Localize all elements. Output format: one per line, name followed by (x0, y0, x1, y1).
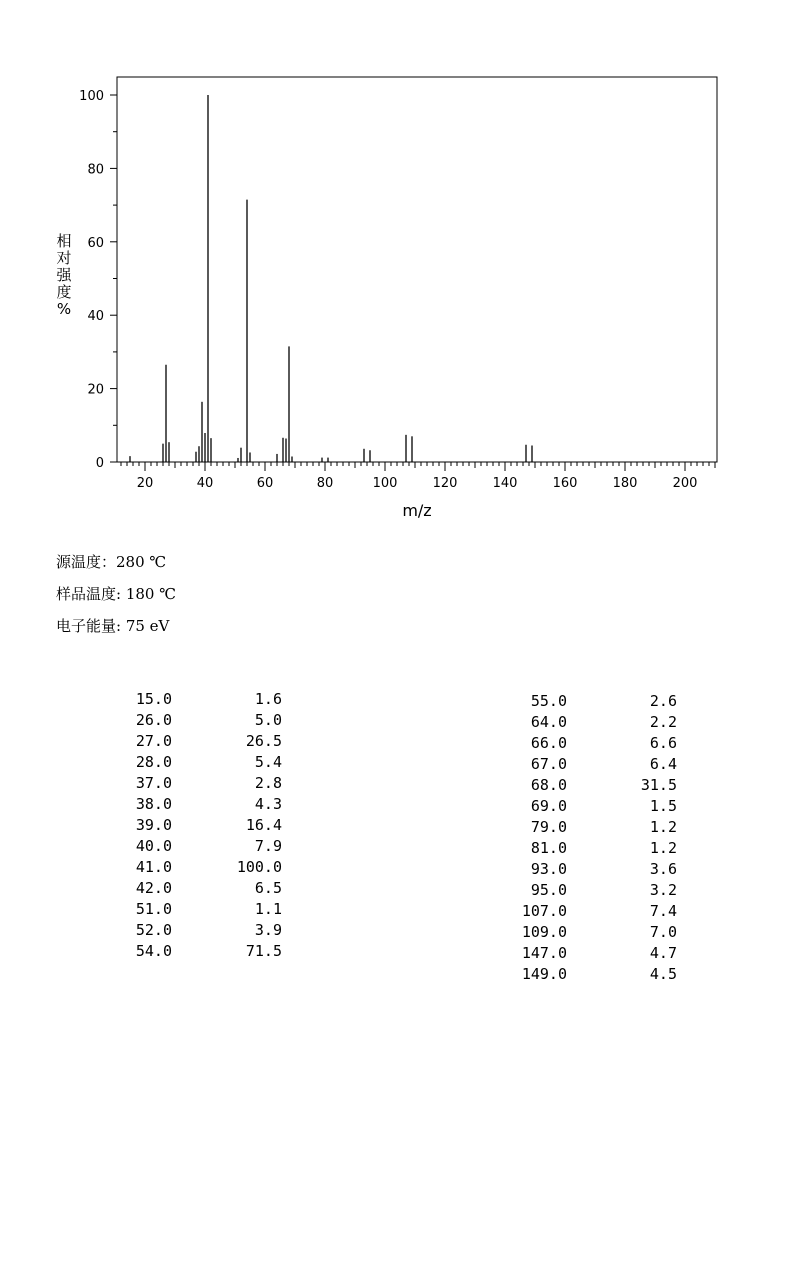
y-tick-label: 40 (87, 309, 104, 325)
mz-value: 149.0 (521, 965, 567, 983)
intensity-value: 3.6 (649, 860, 677, 878)
y-tick-label: 80 (87, 162, 104, 178)
mz-value: 55.0 (530, 692, 567, 710)
table-row (120, 920, 290, 941)
mz-value: 107.0 (521, 902, 567, 920)
mz-value: 27.0 (135, 732, 172, 750)
intensity-value: 31.5 (640, 776, 677, 794)
mz-value: 41.0 (135, 858, 172, 876)
intensity-value: 4.5 (649, 965, 677, 983)
intensity-value: 3.9 (254, 921, 282, 939)
mz-value: 51.0 (135, 900, 172, 918)
intensity-value: 4.7 (649, 944, 677, 962)
mz-value: 93.0 (530, 860, 567, 878)
intensity-value: 1.5 (649, 797, 677, 815)
peak-table-left (120, 689, 290, 962)
x-tick-label: 60 (256, 476, 274, 491)
mz-value: 54.0 (135, 942, 172, 960)
mz-value: 52.0 (135, 921, 172, 939)
y-tick-label: 60 (87, 235, 104, 251)
intensity-value: 5.0 (254, 711, 282, 729)
table-row (505, 901, 685, 922)
mz-value: 39.0 (135, 816, 172, 834)
table-row (120, 752, 290, 773)
intensity-value: 7.4 (649, 902, 677, 920)
table-row (120, 815, 290, 836)
intensity-value: 6.4 (649, 755, 677, 773)
y-tick-label: 0 (95, 456, 104, 471)
mz-value: 64.0 (530, 713, 567, 731)
mz-value: 28.0 (135, 753, 172, 771)
mz-value: 67.0 (530, 755, 567, 773)
table-row (505, 796, 685, 817)
plot-frame (117, 77, 717, 462)
peak-table-right (505, 691, 685, 985)
table-row (505, 880, 685, 901)
mz-value: 26.0 (135, 711, 172, 729)
table-row (505, 922, 685, 943)
y-axis-label-char: 相 (56, 232, 72, 250)
table-row (505, 859, 685, 880)
mz-value: 40.0 (135, 837, 172, 855)
y-axis-label-char: % (56, 300, 72, 318)
table-row (505, 712, 685, 733)
mz-value: 147.0 (521, 944, 567, 962)
table-row (120, 689, 290, 710)
mz-value: 69.0 (530, 797, 567, 815)
source-temperature: 源温度：280 ℃ (56, 553, 167, 571)
table-row (120, 794, 290, 815)
table-row (505, 775, 685, 796)
intensity-value: 1.6 (254, 690, 282, 708)
table-row (120, 710, 290, 731)
x-tick-label: 200 (672, 476, 698, 491)
x-tick-label: 40 (196, 476, 214, 491)
table-row (120, 836, 290, 857)
y-tick-label: 20 (87, 382, 104, 398)
intensity-value: 16.4 (245, 816, 282, 834)
mz-value: 109.0 (521, 923, 567, 941)
intensity-value: 26.5 (245, 732, 282, 750)
table-row (120, 899, 290, 920)
x-tick-label: 180 (612, 476, 638, 491)
intensity-value: 2.6 (649, 692, 677, 710)
intensity-value: 6.6 (649, 734, 677, 752)
intensity-value: 3.2 (649, 881, 677, 899)
mz-value: 79.0 (530, 818, 567, 836)
table-row (120, 773, 290, 794)
intensity-value: 7.9 (254, 837, 282, 855)
intensity-value: 2.8 (254, 774, 282, 792)
table-row (120, 941, 290, 962)
intensity-value: 5.4 (254, 753, 282, 771)
intensity-value: 2.2 (649, 713, 677, 731)
y-axis-label-char: 对 (56, 249, 72, 267)
table-row (505, 691, 685, 712)
intensity-value: 1.2 (649, 839, 677, 857)
table-row (505, 733, 685, 754)
mz-value: 68.0 (530, 776, 567, 794)
mz-value: 15.0 (135, 690, 172, 708)
y-axis-label-char: 强 (56, 266, 72, 284)
y-tick-label: 100 (79, 89, 104, 104)
y-axis-label-char: 度 (56, 283, 72, 301)
table-row (505, 964, 685, 985)
x-axis-label: m/z (402, 501, 432, 520)
y-axis-label (56, 232, 72, 318)
x-tick-label: 160 (552, 476, 578, 491)
intensity-value: 100.0 (236, 858, 282, 876)
spectrum-peaks (130, 95, 532, 462)
intensity-value: 1.2 (649, 818, 677, 836)
sample-temperature: 样品温度: 180 ℃ (56, 585, 177, 603)
intensity-value: 6.5 (254, 879, 282, 897)
table-row (120, 857, 290, 878)
intensity-value: 71.5 (245, 942, 282, 960)
table-row (505, 817, 685, 838)
x-axis-ticks (121, 462, 715, 491)
x-tick-label: 120 (432, 476, 458, 491)
mz-value: 37.0 (135, 774, 172, 792)
mz-value: 42.0 (135, 879, 172, 897)
table-row (120, 731, 290, 752)
electron-energy: 电子能量: 75 eV (56, 617, 170, 635)
table-row (505, 943, 685, 964)
mz-value: 81.0 (530, 839, 567, 857)
table-row (505, 754, 685, 775)
table-row (505, 838, 685, 859)
mz-value: 38.0 (135, 795, 172, 813)
x-tick-label: 140 (492, 476, 518, 491)
mz-value: 66.0 (530, 734, 567, 752)
x-tick-label: 80 (316, 476, 334, 491)
mass-spectrum-chart (0, 0, 794, 530)
intensity-value: 4.3 (254, 795, 282, 813)
table-row (120, 878, 290, 899)
mz-value: 95.0 (530, 881, 567, 899)
x-tick-label: 100 (372, 476, 398, 491)
intensity-value: 1.1 (254, 900, 282, 918)
intensity-value: 7.0 (649, 923, 677, 941)
y-axis-ticks (79, 89, 117, 471)
x-tick-label: 20 (136, 476, 154, 491)
